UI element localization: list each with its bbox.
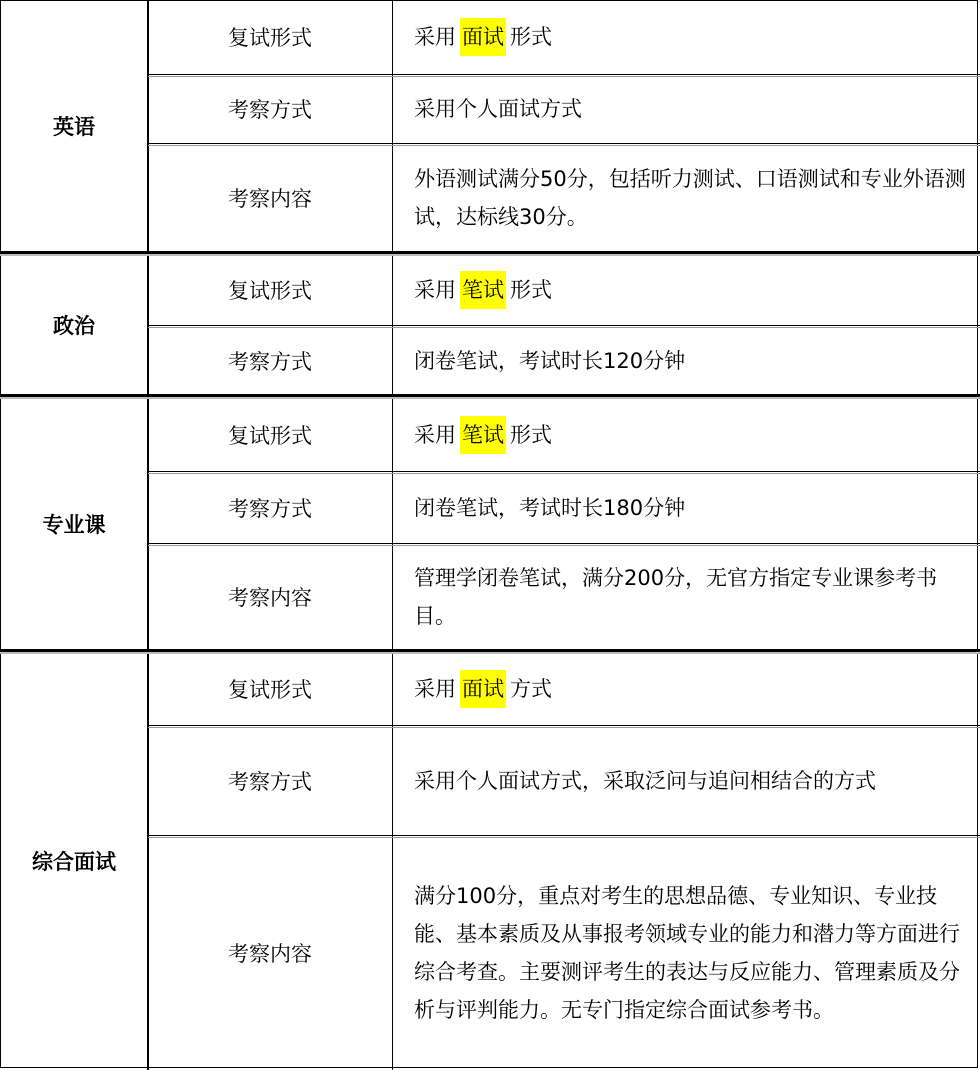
row-value: 闭卷笔试，考试时长180分钟 [414,495,686,520]
subject-politics: 政治 [53,314,95,338]
row-value: 采用个人面试方式，采取泛问与追问相结合的方式 [414,768,876,793]
row-divider [148,143,980,144]
row-label: 考察方式 [228,769,312,794]
table-row [148,0,980,74]
highlight-mark: 面试 [460,670,506,708]
section-divider [0,251,980,254]
table-row [148,473,980,542]
row-label: 考察方式 [228,496,312,521]
table-row [148,327,980,394]
subject-english: 英语 [53,115,95,139]
highlight-mark: 笔试 [460,271,506,309]
highlight-mark: 笔试 [460,416,506,454]
row-label: 考察内容 [228,586,312,610]
row-divider [148,725,980,726]
row-label: 考察方式 [228,98,312,122]
row-label: 考察方式 [228,349,312,374]
row-label: 复试形式 [228,423,312,448]
row-value: 管理学闭卷笔试，满分200分，无官方指定专业课参考书目。 [414,566,938,628]
row-value: 采用 面试 形式 [414,0,970,74]
section-divider [0,394,980,397]
highlight-mark: 面试 [460,18,506,56]
row-value: 采用个人面试方式 [414,97,582,121]
row-divider [148,835,980,836]
row-value: 采用 笔试 形式 [414,256,970,324]
table-row [148,399,980,470]
row-label: 考察内容 [228,941,312,966]
row-value: 外语测试满分50分，包括听力测试、口语测试和专业外语测试，达标线30分。 [414,167,966,229]
table-row [148,76,980,142]
row-divider [148,325,980,326]
row-label: 复试形式 [228,26,312,50]
row-value: 采用 笔试 形式 [414,399,970,470]
subject-comprehensive-interview: 综合面试 [32,850,116,874]
row-divider [148,74,980,75]
table-row [148,256,980,324]
table-row [148,727,980,834]
row-value: 满分100分，重点对考生的思想品德、专业知识、专业技能、基本素质及从事报考领域专业的能力和潜力等方面进行综合考查。主要测评考生的表达与反应能力、管理素质及分析与评判能力。无专门指定综合面试参考书。 [414,883,960,1022]
table-row [148,654,980,724]
table-row [148,545,980,649]
table-row [148,145,980,251]
row-value: 采用 面试 方式 [414,654,970,724]
row-label: 考察内容 [228,187,312,211]
row-divider [148,543,980,544]
section-divider [0,649,980,652]
subject-major-course: 专业课 [42,513,106,537]
table-row [148,837,980,1068]
row-divider [148,471,980,472]
row-label: 复试形式 [228,279,312,303]
row-label: 复试形式 [228,678,312,702]
row-value: 闭卷笔试，考试时长120分钟 [414,348,686,373]
